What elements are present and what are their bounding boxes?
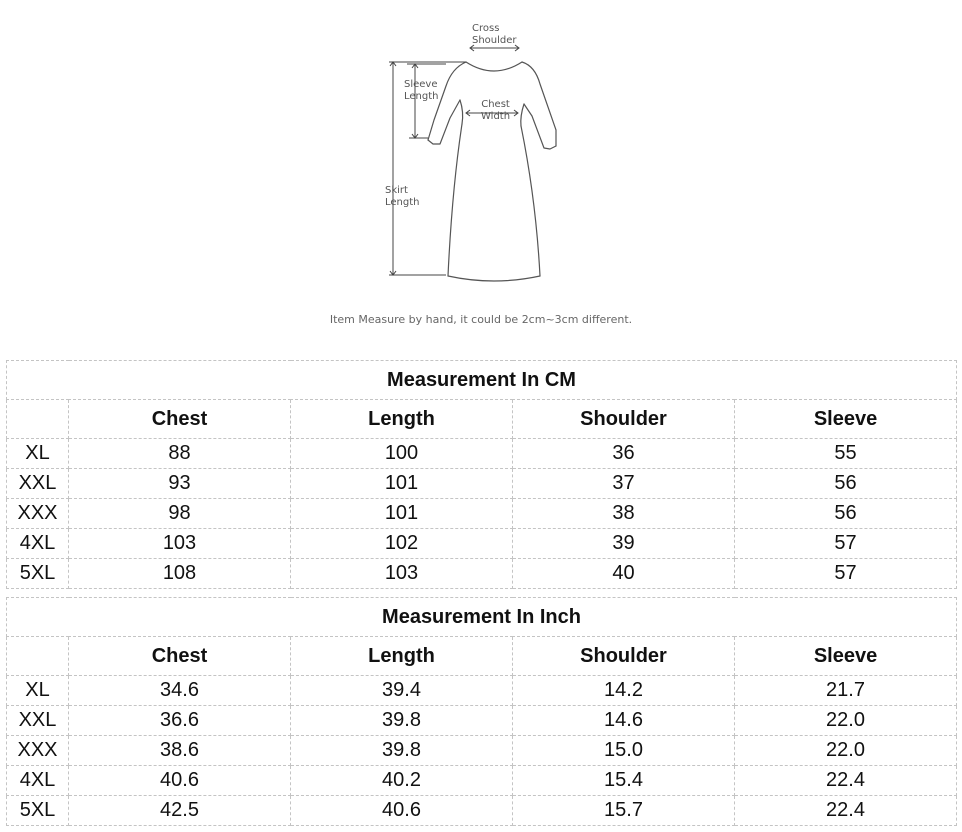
length-cell: 39.8 <box>291 736 513 766</box>
chest-cell: 34.6 <box>69 676 291 706</box>
sleeve-cell: 22.0 <box>735 736 957 766</box>
chest-cell: 88 <box>69 439 291 469</box>
cross-shoulder-label-line1: Cross <box>472 23 500 34</box>
size-table-inch <box>6 597 957 826</box>
shoulder-cell: 15.0 <box>513 736 735 766</box>
cross-shoulder-label <box>472 23 517 47</box>
table-title: Measurement In CM <box>7 361 957 400</box>
shoulder-cell: 40 <box>513 559 735 589</box>
column-header-chest: Chest <box>69 400 291 439</box>
size-table-cm <box>6 360 957 589</box>
chest-cell: 40.6 <box>69 766 291 796</box>
table-header-row <box>7 637 957 676</box>
table-row <box>7 559 957 589</box>
size-cell: XXX <box>7 736 69 766</box>
chest-cell: 38.6 <box>69 736 291 766</box>
shoulder-cell: 37 <box>513 469 735 499</box>
chest-cell: 42.5 <box>69 796 291 826</box>
dress-outline-illustration <box>0 0 962 350</box>
sleeve-cell: 22.0 <box>735 706 957 736</box>
length-cell: 40.6 <box>291 796 513 826</box>
shoulder-cell: 39 <box>513 529 735 559</box>
chest-width-label-line1: Chest <box>481 99 510 110</box>
column-header-shoulder: Shoulder <box>513 400 735 439</box>
table-row <box>7 529 957 559</box>
length-cell: 101 <box>291 469 513 499</box>
length-cell: 100 <box>291 439 513 469</box>
size-cell: XL <box>7 439 69 469</box>
size-cell: 4XL <box>7 529 69 559</box>
sleeve-cell: 57 <box>735 529 957 559</box>
table-title-row <box>7 598 957 637</box>
chest-cell: 98 <box>69 499 291 529</box>
table-title: Measurement In Inch <box>7 598 957 637</box>
column-header-length: Length <box>291 637 513 676</box>
size-cell: XL <box>7 676 69 706</box>
column-header-sleeve: Sleeve <box>735 637 957 676</box>
length-cell: 103 <box>291 559 513 589</box>
length-cell: 102 <box>291 529 513 559</box>
dress-measurement-diagram <box>0 0 962 350</box>
table-row <box>7 499 957 529</box>
column-header-chest: Chest <box>69 637 291 676</box>
shoulder-cell: 14.2 <box>513 676 735 706</box>
shoulder-cell: 38 <box>513 499 735 529</box>
length-cell: 40.2 <box>291 766 513 796</box>
sleeve-cell: 22.4 <box>735 796 957 826</box>
table-row <box>7 676 957 706</box>
sleeve-length-label-line1: Sleeve <box>404 79 438 90</box>
table-row <box>7 439 957 469</box>
table-row <box>7 736 957 766</box>
shoulder-cell: 15.4 <box>513 766 735 796</box>
chest-width-label-line2: Width <box>481 111 511 122</box>
chest-cell: 93 <box>69 469 291 499</box>
shoulder-cell: 36 <box>513 439 735 469</box>
size-cell: XXL <box>7 706 69 736</box>
table-header-row <box>7 400 957 439</box>
size-cell: XXX <box>7 499 69 529</box>
sleeve-length-label <box>404 79 439 103</box>
table-row <box>7 469 957 499</box>
sleeve-cell: 56 <box>735 499 957 529</box>
column-header-shoulder: Shoulder <box>513 637 735 676</box>
length-cell: 39.4 <box>291 676 513 706</box>
column-header-size <box>7 400 69 439</box>
chest-cell: 36.6 <box>69 706 291 736</box>
sleeve-cell: 22.4 <box>735 766 957 796</box>
skirt-length-label-line2: Length <box>385 197 420 208</box>
column-header-length: Length <box>291 400 513 439</box>
size-cell: XXL <box>7 469 69 499</box>
skirt-length-label <box>385 185 420 209</box>
sleeve-cell: 57 <box>735 559 957 589</box>
size-cell: 4XL <box>7 766 69 796</box>
table-title-row <box>7 361 957 400</box>
cross-shoulder-label-line2: Shoulder <box>472 35 517 46</box>
column-header-size <box>7 637 69 676</box>
length-cell: 101 <box>291 499 513 529</box>
skirt-length-label-line1: Skirt <box>385 185 408 196</box>
size-cell: 5XL <box>7 559 69 589</box>
sleeve-cell: 55 <box>735 439 957 469</box>
chest-width-label <box>481 99 510 123</box>
sleeve-cell: 21.7 <box>735 676 957 706</box>
length-cell: 39.8 <box>291 706 513 736</box>
chest-cell: 103 <box>69 529 291 559</box>
table-row <box>7 706 957 736</box>
chest-cell: 108 <box>69 559 291 589</box>
column-header-sleeve: Sleeve <box>735 400 957 439</box>
table-row <box>7 796 957 826</box>
table-row <box>7 766 957 796</box>
measurement-note: Item Measure by hand, it could be 2cm~3cm different. <box>329 313 633 326</box>
shoulder-cell: 14.6 <box>513 706 735 736</box>
sleeve-cell: 56 <box>735 469 957 499</box>
size-cell: 5XL <box>7 796 69 826</box>
shoulder-cell: 15.7 <box>513 796 735 826</box>
sleeve-length-label-line2: Length <box>404 91 439 102</box>
